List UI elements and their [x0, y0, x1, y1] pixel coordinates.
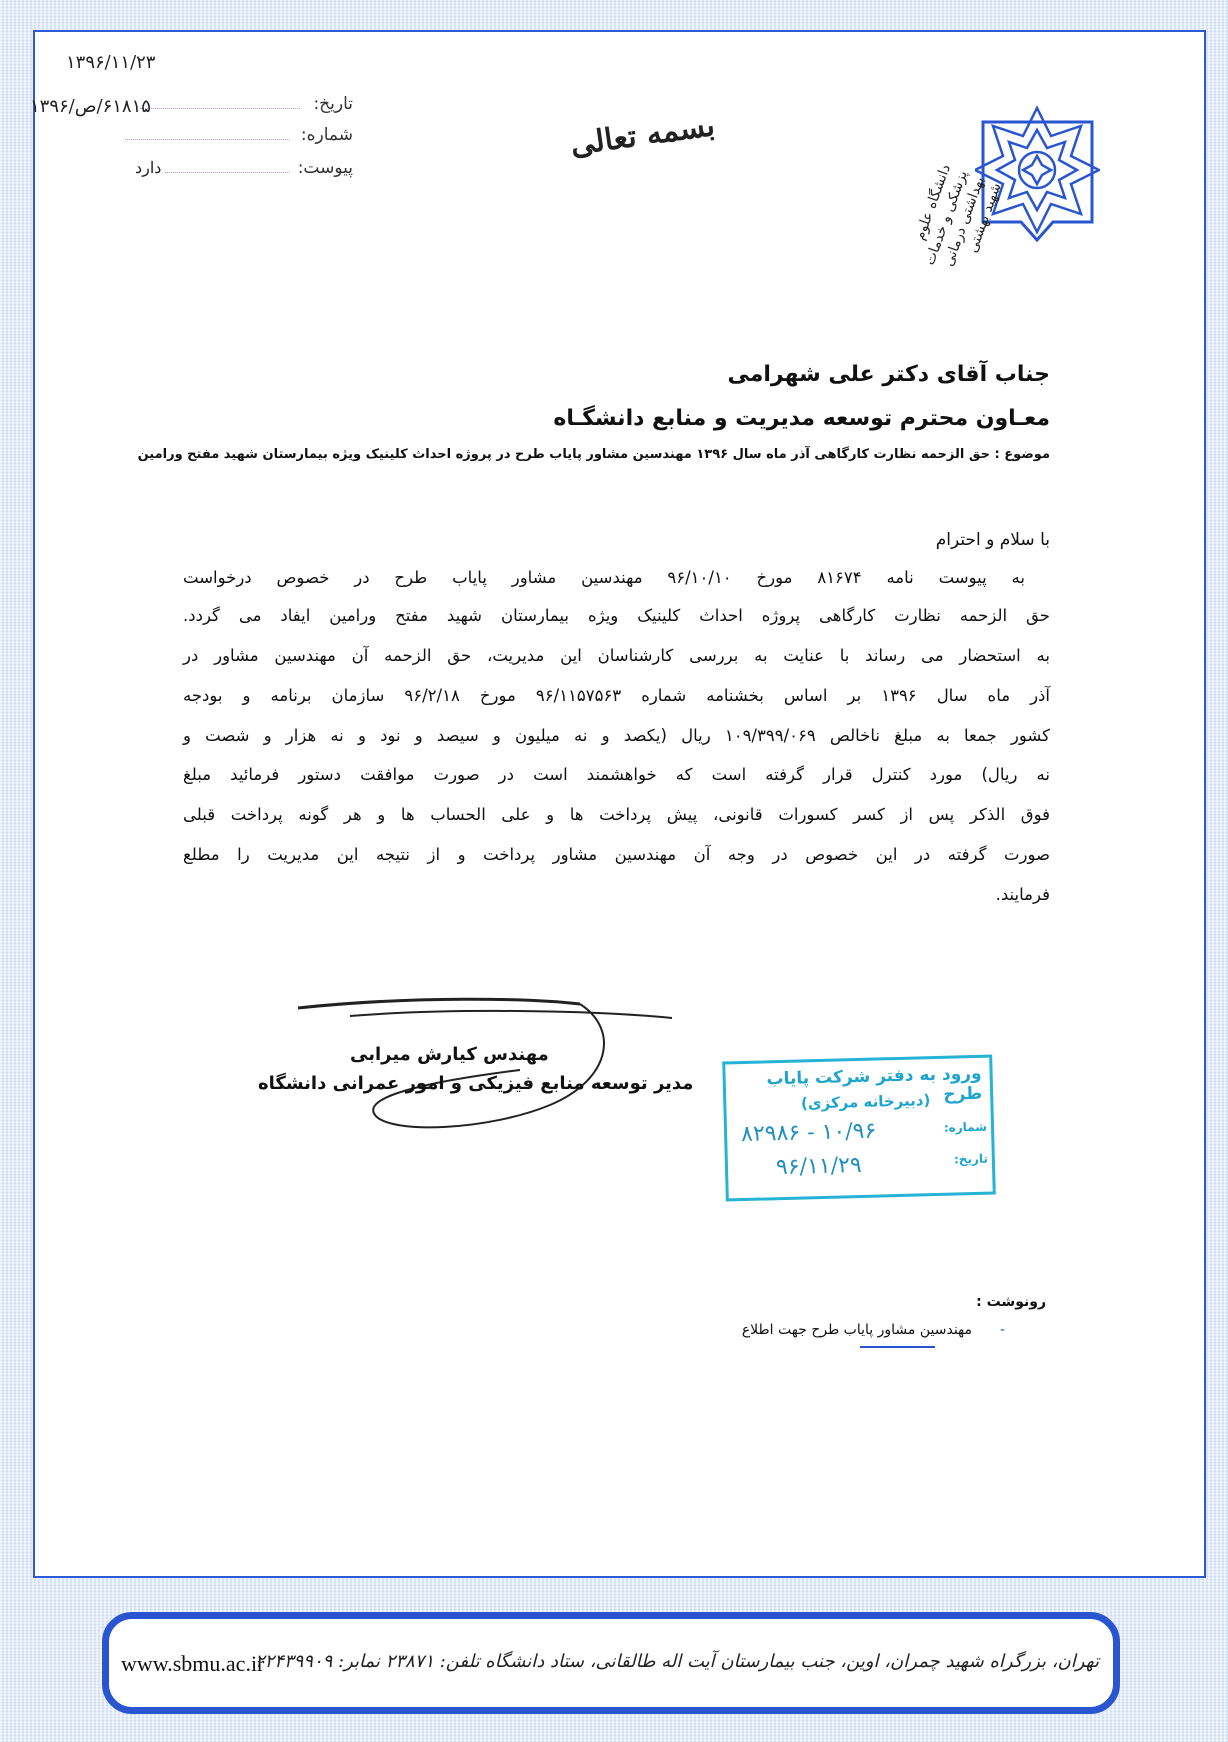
footer-address: تهران، بزرگراه شهید چمران، اوین، جنب بیمارستان آیت اله طالقانی، ستاد دانشگاه تلفن: ۲۳۸۷۱ نمابر: ۲۲۴۳۹۹۰۹: [254, 1651, 1099, 1672]
stamp-line1: ورود به دفتر شرکت پایاب طرح: [766, 1063, 983, 1105]
footer-website[interactable]: www.sbmu.ac.ir: [121, 1651, 265, 1676]
body-line: به استحضار می رساند با عنایت به بررسی کارشناسان این مدیریت، حق الزحمه آن مهندسین مشاور در: [183, 646, 1050, 665]
number-line: [125, 139, 290, 140]
signatory-title: مدیر توسعه منابع فیزیکی و امور عمرانی دانشگاه: [258, 1073, 694, 1094]
stamp-number-label: شماره:: [943, 1119, 988, 1135]
received-stamp: [722, 1054, 996, 1201]
cc-item: مهندسین مشاور پایاب طرح جهت اطلاع: [741, 1322, 972, 1338]
footer-box: [102, 1612, 1120, 1714]
letter-frame: [33, 30, 1206, 1578]
signatory-name: مهندس کیارش میرابی: [350, 1044, 549, 1065]
body-line: حق الزحمه نظارت کارگاهی پروژه احداث کلینیک ویژه بیمارستان شهید مفتح ورامین ایفاد می گردد.: [183, 606, 1050, 625]
body-line: نه ریال) مورد کنترل قرار گرفته است که خواهشمند است در صورت موافقت دستور فرمائید مبلغ: [183, 765, 1050, 784]
body-line: کشور جمعا به مبلغ ناخالص ۱۰۹/۳۹۹/۰۶۹ ریال (یکصد و نه میلیون و سیصد و نود و نه هزار و شصت و: [183, 726, 1050, 745]
university-logo-icon: [975, 100, 1100, 255]
attachment-label: پیوست:: [297, 158, 353, 178]
date-value: ۶۱۸۱۵/ص/۱۳۹۶: [30, 96, 151, 117]
date-label: تاریخ:: [313, 94, 353, 114]
university-logo: [975, 100, 1100, 255]
handwritten-signature: [290, 990, 680, 1140]
body-line: آذر ماه سال ۱۳۹۶ بر اساس بخشنامه شماره ۹۶/۱۱۵۷۵۶۳ مورخ ۹۶/۲/۱۸ سازمان برنامه و بودجه: [183, 686, 1050, 705]
body-line: به پیوست نامه ۸۱۶۷۴ مورخ ۹۶/۱۰/۱۰ مهندسین مشاور پایاب طرح در خصوص درخواست: [183, 568, 1025, 587]
stamp-date-value: ۹۶/۱۱/۲۹: [775, 1152, 863, 1181]
date-line: [140, 108, 300, 109]
stamp-line2: (دبیرخانه مرکزی): [800, 1091, 931, 1113]
addressee-title: معـاون محترم توسعه مدیریت و منابع دانشگـاه: [553, 406, 1050, 431]
number-label: شماره:: [300, 125, 353, 145]
subject-line: موضوع : حق الزحمه نظارت کارگاهی آذر ماه سال ۱۳۹۶ مهندسین مشاور پایاب طرح در پروژه احداث کلینیک ویژه بیمارستان شهید مفتح ورامین: [137, 447, 1050, 462]
salutation: با سلام و احترام: [935, 530, 1050, 550]
cc-label: رونوشت :: [976, 1294, 1046, 1310]
received-date: ۱۳۹۶/۱۱/۲۳: [66, 52, 156, 73]
addressee-name: جناب آقای دکتر علی شهرامی: [727, 362, 1050, 387]
attachment-value: دارد: [135, 158, 162, 177]
cc-bullet: -: [1000, 1322, 1006, 1338]
attachment-line: [165, 172, 290, 173]
cc-underline: [860, 1346, 935, 1348]
body-line: فرمایند.: [995, 885, 1050, 904]
stamp-number-value: ۸۲۹۸۶ - ۱۰/۹۶: [740, 1118, 877, 1148]
basmala: بسمه تعالی: [568, 108, 717, 163]
university-name: دانشگاه علوم پزشکی و خدمات بهداشتی درمانی شهید بهشتی: [911, 162, 1005, 269]
body-line: فوق الذکر پس از کسر کسورات قانونی، پیش پرداخت ها و علی الحساب ها و هر گونه پرداخت قبلی: [183, 805, 1050, 824]
body-line: صورت گرفته در این خصوص در وجه آن مهندسین مشاور پرداخت و از نتیجه این مدیریت را مطلع: [183, 845, 1050, 864]
stamp-date-label: تاریخ:: [953, 1151, 989, 1167]
